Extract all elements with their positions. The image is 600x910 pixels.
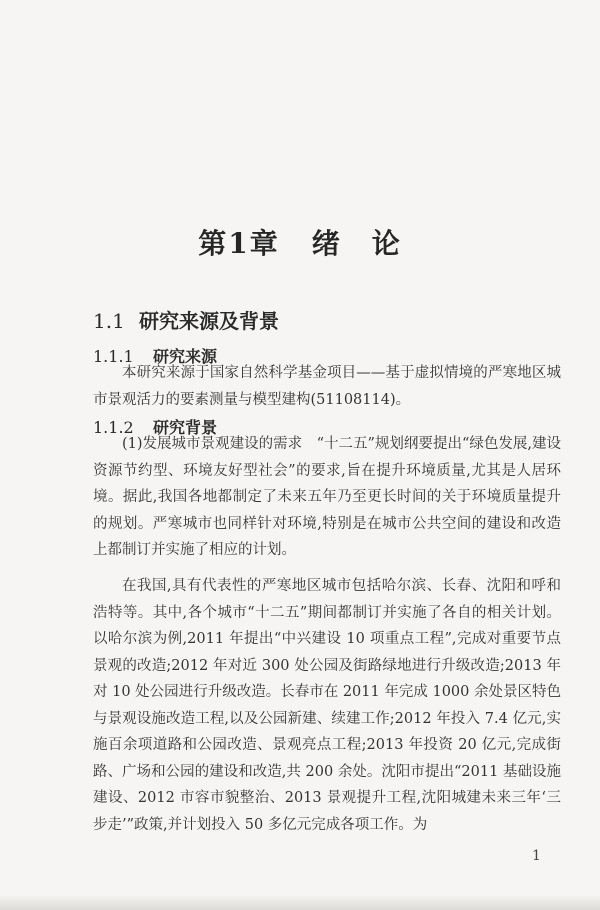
background-paragraph-2: 在我国,具有代表性的严寒地区城市包括哈尔滨、长春、沈阳和呼和浩特等。其中,各个城市“十二五”期间都制订并实施了各自的相关计划。以哈尔滨为例,2011 年提出“中兴建设 10 项重点工程”,完成对重要节点景观的改造;2012 年对近 300 处公园及街路绿地进行升级改造;2013 年对 10 处公园进行升级改造。长春市在 2011 年完成 1000 余处景区特色与景观设施改造工程,以及公园新建、续建工作;2012 年投入 7.4 亿元,实施百余项道路和公园改造、景观亮点工程;2013 年投资 20 亿元,完成街路、广场和公园的建设和改造,共 200 余处。沈阳市提出“2011 基础设施建设、2012 市容市貌整治、2013 景观提升工程,沈阳城建未来三年‘三步走’”政策,并计划投入 50 多亿元完成各项工作。为 <box>93 578 561 833</box>
research-source-paragraph: 本研究来源于国家自然科学基金项目——基于虚拟情境的严寒地区城市景观活力的要素测量与模型建构(51108114)。 <box>93 365 561 408</box>
background-paragraph-1: (1)发展城市景观建设的需求 “十二五”规划纲要提出“绿色发展,建设资源节约型、环境友好型社会”的要求,旨在提升环境质量,尤其是人居环境。据此,我国各地都制定了未来五年乃至更长时间的关于环境质量提升的规划。严寒城市也同样针对环境,特别是在城市公共空间的建设和改造上都制订并实施了相应的计划。 <box>93 436 561 558</box>
chapter-title <box>0 222 600 262</box>
section-1-1-heading <box>93 305 279 334</box>
chapter-label: 第1章 <box>198 227 280 260</box>
subsection-title: 研究来源 <box>153 347 218 366</box>
subsection-title: 研究背景 <box>153 418 218 437</box>
page-bottom-edge <box>0 895 600 910</box>
chapter-name: 绪 论 <box>311 227 402 260</box>
page-number: 1 <box>532 848 541 864</box>
section-number: 1.1 <box>93 309 125 333</box>
subsection-number: 1.1.1 <box>93 347 134 366</box>
section-title: 研究来源及背景 <box>139 309 279 333</box>
subsection-number: 1.1.2 <box>93 418 134 437</box>
